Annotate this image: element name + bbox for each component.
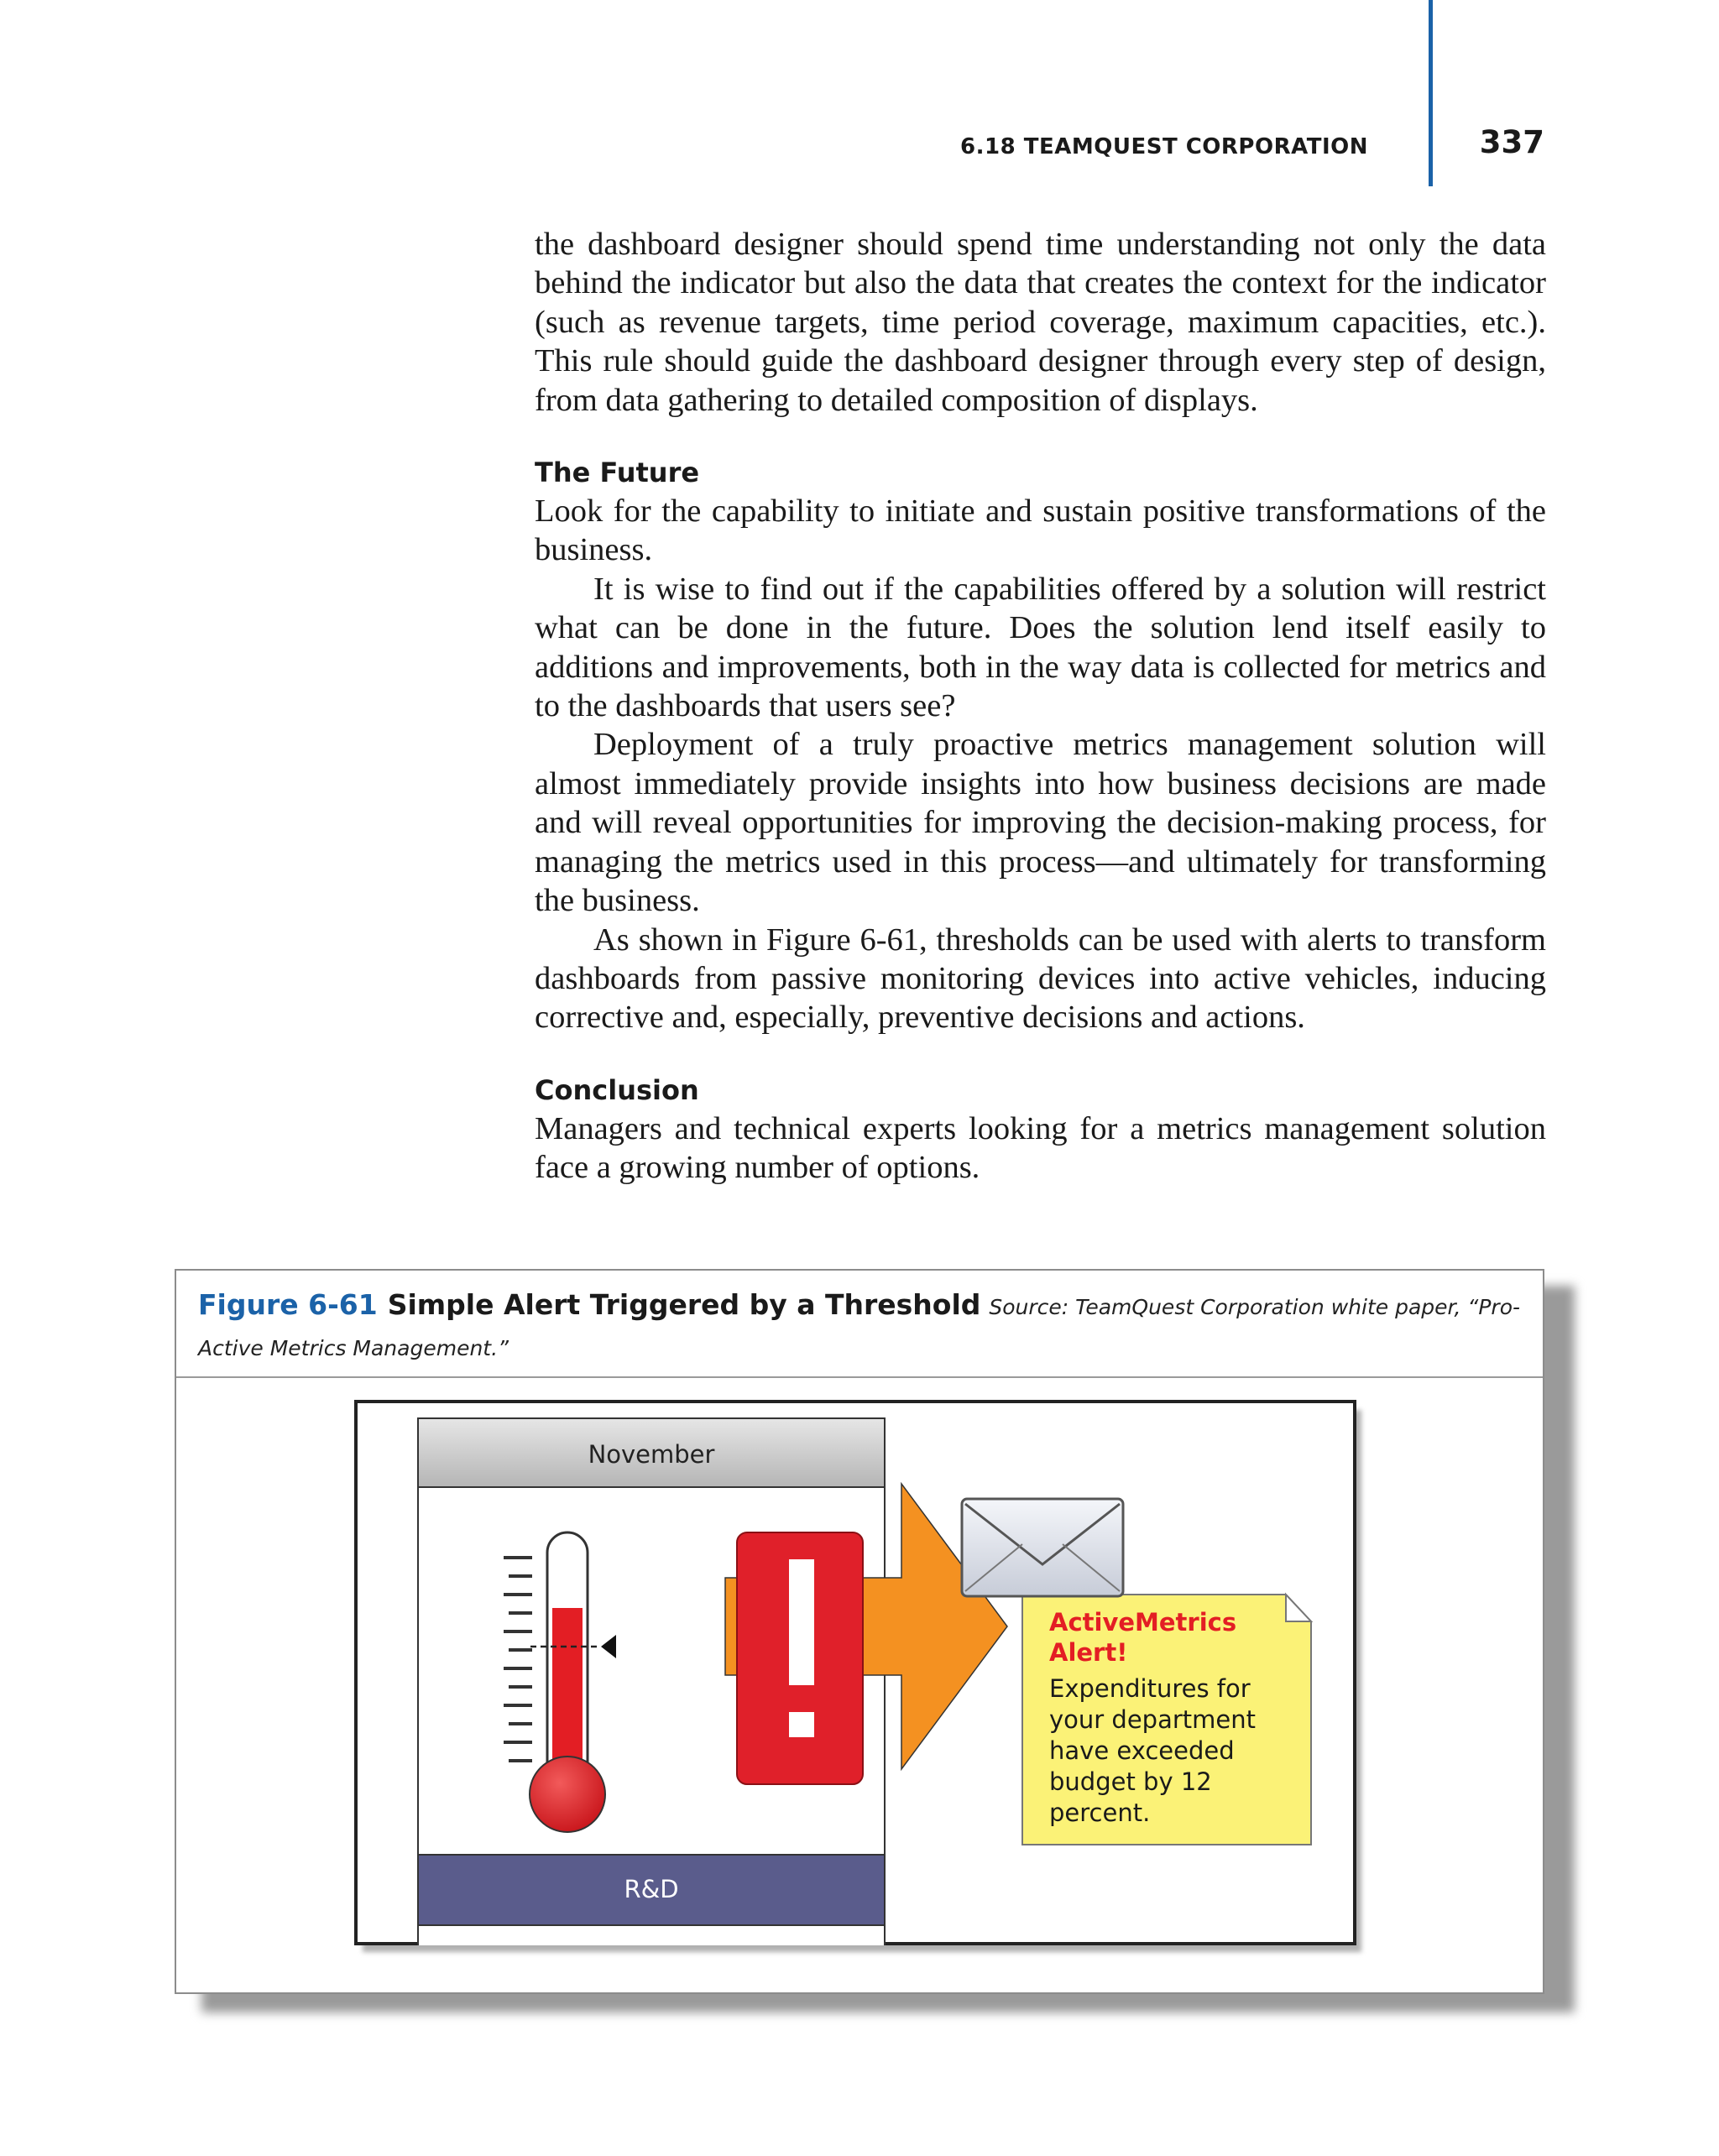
page-number: 337 bbox=[1479, 124, 1544, 160]
paragraph-3: It is wise to find out if the capabilities offered by a solution will restrict what can be done in the future. Does the solution lend itself easily to additions and improvements, both in the way data is collected for metrics and to the dashboards that users see? bbox=[535, 571, 1546, 724]
figure-caption bbox=[176, 1271, 1543, 1378]
alert-body-line5: percent. bbox=[1049, 1798, 1151, 1827]
alert-title-line1: ActiveMetrics bbox=[1049, 1608, 1237, 1637]
alert-title-line2: Alert! bbox=[1049, 1638, 1128, 1667]
alert-illustration bbox=[354, 1400, 1356, 1945]
text-column bbox=[535, 225, 1546, 1188]
paragraph-6: Managers and technical experts looking for a metrics management solution face a growing number of options. bbox=[535, 1110, 1546, 1186]
alert-body-line2: your department bbox=[1049, 1705, 1256, 1734]
paragraph-1: the dashboard designer should spend time understanding not only the data behind the indicator but also the data that creates the context for the indicator (such as revenue targets, time period coverage, maximum capacities, etc.). This rule should guide the dashboard designer through every step of design, from data gathering to detailed composition of displays. bbox=[535, 227, 1546, 418]
department-label: R&D bbox=[624, 1875, 679, 1903]
alert-body-line4: budget by 12 bbox=[1049, 1767, 1212, 1796]
figure-title: Simple Alert Triggered by a Threshold bbox=[387, 1288, 981, 1321]
section-heading-future: The Future bbox=[535, 457, 700, 489]
figure-label: Figure 6-61 bbox=[198, 1288, 378, 1321]
paragraph-5: As shown in Figure 6-61, thresholds can be used with alerts to transform dashboards from passive monitoring devices into active vehicles, inducing corrective and, especially, preventive decisions and actions. bbox=[535, 921, 1546, 1036]
envelope-icon bbox=[962, 1499, 1123, 1596]
note-icon bbox=[1022, 1595, 1311, 1845]
header-rule bbox=[1429, 0, 1433, 186]
alert-body-line1: Expenditures for bbox=[1049, 1674, 1251, 1703]
alert-body-line3: have exceeded bbox=[1049, 1736, 1235, 1765]
figure-source: Source: TeamQuest Corporation white paper, “Pro-Active Metrics Management.” bbox=[198, 1295, 1521, 1360]
exclamation-icon bbox=[737, 1532, 863, 1784]
running-header: 6.18 TEAMQUEST CORPORATION bbox=[960, 134, 1368, 159]
month-label: November bbox=[588, 1440, 715, 1469]
paragraph-4: Deployment of a truly proactive metrics management solution will almost immediately provide insights into how business decisions are made and will reveal opportunities for improving the decision-making process, for managing the metrics used in this process—and ultimately for transforming the business. bbox=[535, 727, 1546, 919]
paragraph-2: Look for the capability to initiate and sustain positive transformations of the business. bbox=[535, 493, 1546, 568]
section-heading-conclusion: Conclusion bbox=[535, 1073, 699, 1106]
